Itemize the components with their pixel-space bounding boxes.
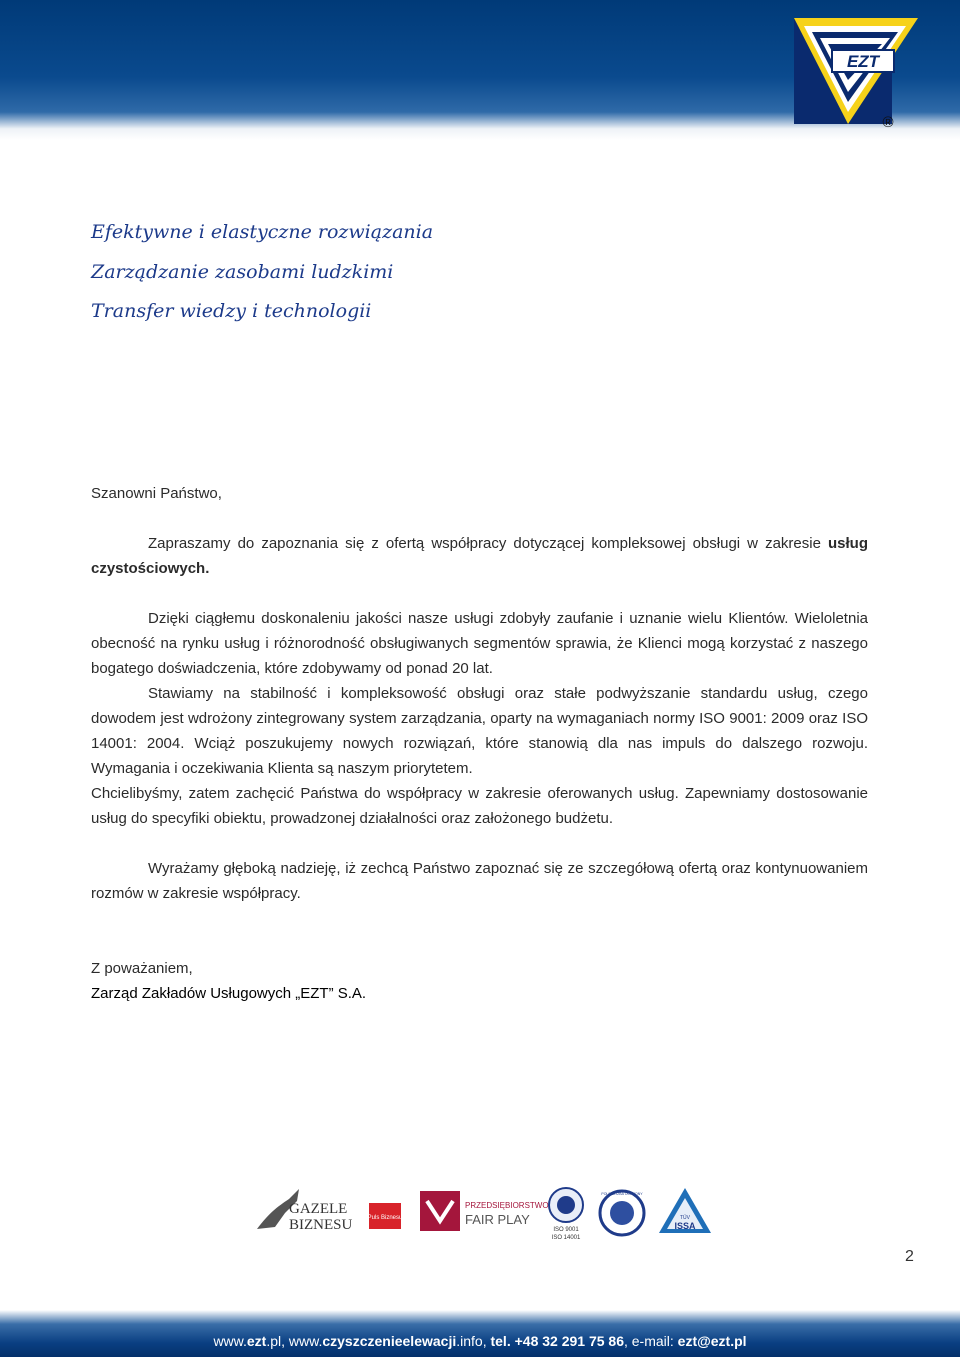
gazele-line1: GAZELE [289,1201,348,1217]
paragraph-offer-bold: usług czystościowych. [91,535,868,577]
footer-site2[interactable]: czyszczenieelewacji [322,1333,457,1349]
footer-phone: tel. +48 32 291 75 86 [490,1333,624,1349]
paragraph-quality: Dzięki ciągłemu doskonaleniu jakości nasze usługi zdobyły zaufanie i uznanie wielu Klientów. Wieloletnia obecność na rynku usług i różnorodność obsługiwanych segmentów sprawia, że Klienci mogą korzystać z naszego bogatego doświadczenia, które zdobywamy od ponad 20 lat. [91,610,868,677]
paragraph-stability: Stawiamy na stabilność i kompleksowość obsługi oraz stałe podwyższanie standardu usług, czego dowodem jest wdrożony zintegrowany system zarządzania, oparty na wymaganiach normy ISO 9001: 2009 oraz ISO 14001: 2004. Wciąż poszukujemy nowych rozwiązań, które stanowią dla nas impuls do dalszego rozwoju. Wymagania i oczekiwania Klienta są naszym priorytetem. [91,685,868,777]
paragraph-offer-text: Zapraszamy do zapoznania się z ofertą współpracy dotyczącej kompleksowej obsługi w zakresie [148,535,828,552]
footer-site1[interactable]: ezt [246,1333,267,1349]
certificates-row [255,1183,715,1243]
paragraph-invitation: Chcielibyśmy, zatem zachęcić Państwa do współpracy w zakresie oferowanych usług. Zapewniamy dostosowanie usług do specyfiki obiektu, prowadzonej działalności oraz założonego budżetu. [91,785,868,827]
tagline-2: Zarządzanie zasobami ludzkimi [91,260,394,283]
tagline-1: Efektywne i elastyczne rozwiązania [91,221,434,243]
taglines [91,213,433,332]
puls-biznesu-badge: Puls Biznesu [367,1215,403,1221]
footer-banner [0,1310,960,1357]
iso-line2: ISO 14001 [551,1235,581,1241]
gazele-line2: BIZNESU [289,1217,353,1233]
issa-logo [659,1188,711,1233]
issa-top: TÜV [680,1215,690,1221]
paragraph-hope: Wyrażamy głęboką nadzieję, iż zechcą Państwo zapoznać się ze szczegółową ofertą oraz kontynuowaniem rozmów w zakresie współpracy. [91,860,868,902]
issa-label: ISSA [674,1221,696,1231]
page-number: 2 [905,1248,914,1265]
header-banner [0,0,960,140]
fairplay-line2: FAIR PLAY [465,1212,530,1227]
footer-part: .info, [456,1333,491,1349]
letter-body [91,481,868,1006]
fair-play-logo [420,1191,549,1231]
fairplay-line1: PRZEDSIĘBIORSTWO [465,1201,549,1210]
iso-certificate-logo [549,1188,583,1241]
footer-part: .pl, www. [266,1333,323,1349]
closing: Z poważaniem, [91,960,193,977]
footer-part: , e-mail: [623,1333,678,1349]
footer-part: www. [213,1333,247,1349]
tagline-3: Transfer wiedzy i technologii [91,300,372,322]
greeting: Szanowni Państwo, [91,485,222,502]
logo-text: EZT [846,52,880,71]
footer-contact [0,1333,960,1349]
gazele-biznesu-logo [257,1189,402,1233]
paragraph-offer [91,531,868,581]
chamber-label: POLSKA IZBA OCHRONY [601,1192,643,1196]
ezt-logo [790,14,922,130]
chamber-seal-logo [600,1191,644,1235]
registered-mark: ® [882,114,894,130]
iso-line1: ISO 9001 [553,1227,579,1233]
signature: Zarząd Zakładów Usługowych „EZT” S.A. [91,985,367,1002]
footer-email[interactable]: ezt@ezt.pl [677,1333,747,1349]
